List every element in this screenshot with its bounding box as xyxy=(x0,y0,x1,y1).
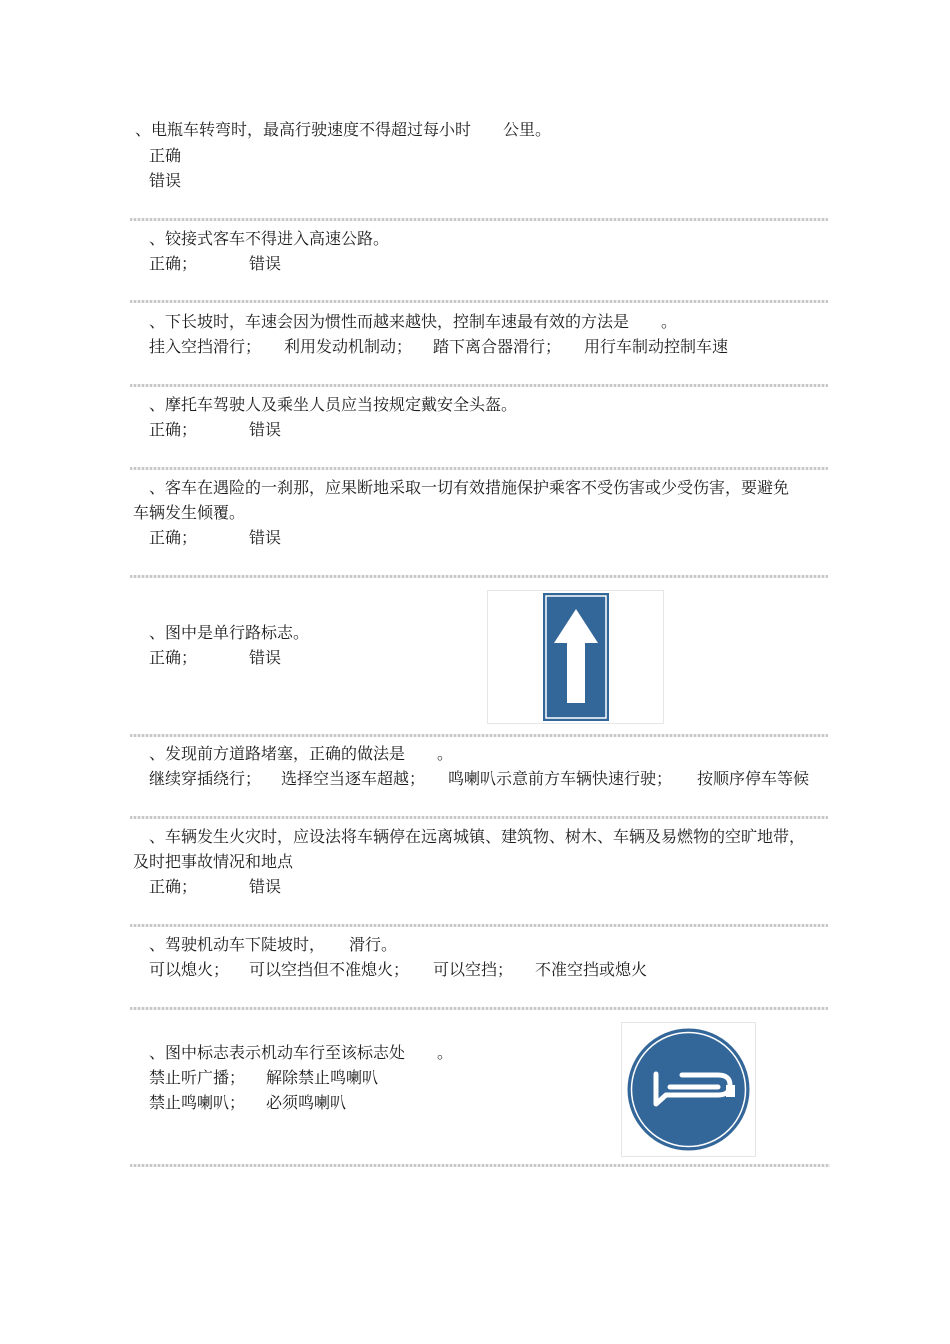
question-10-option-d[interactable]: 必须鸣喇叭 xyxy=(266,1093,347,1112)
question-6-text: 、图中是单行路标志。 xyxy=(149,623,310,642)
up-arrow-sign-icon xyxy=(488,591,663,723)
question-4-option-a[interactable]: 正确； xyxy=(149,420,198,439)
question-3-text: 、下长坡时，车速会因为惯性而越来越快，控制车速最有效的方法是 。 xyxy=(149,312,678,331)
question-8-text: 、车辆发生火灾时，应设法将车辆停在远离城镇、建筑物、树木、车辆及易燃物的空旷地带， xyxy=(149,827,806,846)
question-8-option-a[interactable]: 正确； xyxy=(149,877,198,896)
question-5-option-b[interactable]: 错误 xyxy=(249,528,282,547)
question-4-text: 、摩托车驾驶人及乘坐人员应当按规定戴安全头盔。 xyxy=(149,395,518,414)
separator xyxy=(130,300,828,303)
question-5-option-a[interactable]: 正确； xyxy=(149,528,198,547)
question-9-option-d[interactable]: 不准空挡或熄火 xyxy=(535,960,648,979)
question-5-text-continued: 车辆发生倾覆。 xyxy=(133,503,246,522)
separator xyxy=(130,218,828,221)
question-1-option-b[interactable]: 错误 xyxy=(149,171,182,190)
question-7-option-b[interactable]: 选择空当逐车超越； xyxy=(281,769,426,788)
question-3-option-a[interactable]: 挂入空挡滑行； xyxy=(149,337,262,356)
separator xyxy=(130,1007,828,1010)
separator xyxy=(130,924,828,927)
question-7-option-d[interactable]: 按顺序停车等候 xyxy=(697,769,810,788)
horn-sign-image xyxy=(621,1022,756,1157)
question-3-option-d[interactable]: 用行车制动控制车速 xyxy=(584,337,729,356)
separator xyxy=(130,734,828,737)
separator xyxy=(130,467,828,470)
question-3-option-b[interactable]: 利用发动机制动； xyxy=(284,337,413,356)
question-9-option-c[interactable]: 可以空挡； xyxy=(433,960,514,979)
question-10-text: 、图中标志表示机动车行至该标志处 。 xyxy=(149,1043,454,1062)
question-1-option-a[interactable]: 正确 xyxy=(149,146,182,165)
question-4-option-b[interactable]: 错误 xyxy=(249,420,282,439)
question-3-option-c[interactable]: 踏下离合器滑行； xyxy=(433,337,562,356)
question-9-text: 、驾驶机动车下陡坡时， 滑行。 xyxy=(149,935,398,954)
one-way-sign-image xyxy=(487,590,664,724)
question-10-option-c[interactable]: 禁止鸣喇叭； xyxy=(149,1093,246,1112)
question-1-text: 、电瓶车转弯时，最高行驶速度不得超过每小时 公里。 xyxy=(135,120,552,139)
separator xyxy=(130,1164,830,1167)
question-5-text: 、客车在遇险的一刹那，应果断地采取一切有效措施保护乘客不受伤害或少受伤害，要避免 xyxy=(149,478,790,497)
separator xyxy=(130,575,828,578)
question-7-text: 、发现前方道路堵塞，正确的做法是 。 xyxy=(149,744,454,763)
question-2-text: 、铰接式客车不得进入高速公路。 xyxy=(149,229,390,248)
question-2-option-a[interactable]: 正确； xyxy=(149,254,198,273)
question-9-option-a[interactable]: 可以熄火； xyxy=(149,960,230,979)
question-9-option-b[interactable]: 可以空挡但不准熄火； xyxy=(249,960,410,979)
horn-sign-icon xyxy=(622,1023,755,1156)
question-8-text-continued: 及时把事故情况和地点 xyxy=(133,852,294,871)
question-6-option-b[interactable]: 错误 xyxy=(249,648,282,667)
question-2-option-b[interactable]: 错误 xyxy=(249,254,282,273)
question-7-option-a[interactable]: 继续穿插绕行； xyxy=(149,769,262,788)
question-6-option-a[interactable]: 正确； xyxy=(149,648,198,667)
question-10-option-b[interactable]: 解除禁止鸣喇叭 xyxy=(266,1068,379,1087)
separator xyxy=(130,816,828,819)
question-7-option-c[interactable]: 鸣喇叭示意前方车辆快速行驶； xyxy=(448,769,673,788)
question-10-option-a[interactable]: 禁止听广播； xyxy=(149,1068,246,1087)
question-8-option-b[interactable]: 错误 xyxy=(249,877,282,896)
separator xyxy=(130,384,828,387)
